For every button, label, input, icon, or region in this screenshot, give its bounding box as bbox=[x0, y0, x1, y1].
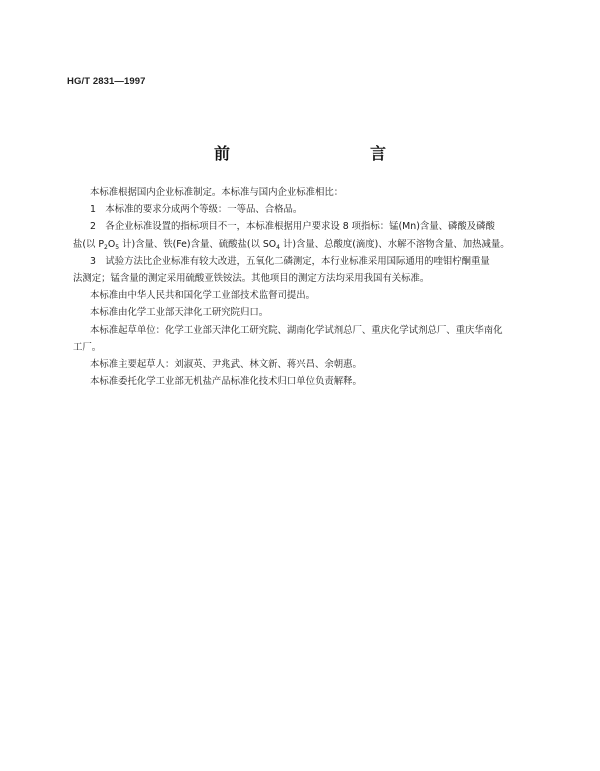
subscript: 5 bbox=[115, 243, 120, 251]
paragraph-item-3-line-2: 法测定；锰含量的测定采用硫酸亚铁铵法。其他项目的测定方法均采用我国有关标准。 bbox=[73, 273, 430, 285]
standard-code: HG/T 2831—1997 bbox=[67, 76, 146, 87]
paragraph-drafters: 本标准主要起草人：刘淑英、尹兆武、林文新、蒋兴昌、余朝惠。 bbox=[90, 359, 362, 371]
paragraph-item-2-line-2 bbox=[73, 236, 530, 253]
paragraph-administrator: 本标准由化学工业部天津化工研究院归口。 bbox=[90, 307, 269, 319]
paragraph-item-2-line-1: 2 各企业标准设置的指标项目不一，本标准根据用户要求设 8 项指标：锰(Mn)含量、磷酸及磷酸 bbox=[90, 221, 495, 233]
text-segment: 计)含量、总酸度(滴度)、水解不溶物含量、加热减量。 bbox=[280, 238, 510, 250]
paragraph-proposer: 本标准由中华人民共和国化学工业部技术监督司提出。 bbox=[90, 290, 316, 302]
text-segment: 计)含量、铁(Fe)含量、硫酸盐(以 SO bbox=[119, 238, 277, 250]
subscript: 2 bbox=[104, 243, 108, 251]
paragraph-interpretation: 本标准委托化学工业部无机盐产品标准化技术归口单位负责解释。 bbox=[90, 376, 362, 388]
paragraph-item-1: 1 本标准的要求分成两个等级：一等品、合格品。 bbox=[90, 204, 303, 216]
paragraph-intro: 本标准根据国内企业标准制定。本标准与国内企业标准相比： bbox=[90, 187, 344, 198]
page-title: 前 言 bbox=[213, 144, 422, 163]
text-segment: O bbox=[107, 238, 116, 250]
paragraph-drafting-units-line-1: 本标准起草单位：化学工业部天津化工研究院、湖南化学试剂总厂、重庆化学试剂总厂、重庆华南化 bbox=[90, 324, 503, 336]
text-segment: 盐(以 P bbox=[73, 238, 105, 250]
subscript: 4 bbox=[276, 243, 280, 251]
foreword-body bbox=[73, 184, 530, 390]
paragraph-drafting-units-line-2: 工厂。 bbox=[73, 341, 102, 353]
paragraph-item-3-line-1: 3 试验方法比企业标准有较大改进，五氧化二磷测定，本行业标准采用国际通用的喹钼柠酮重量 bbox=[90, 255, 490, 267]
